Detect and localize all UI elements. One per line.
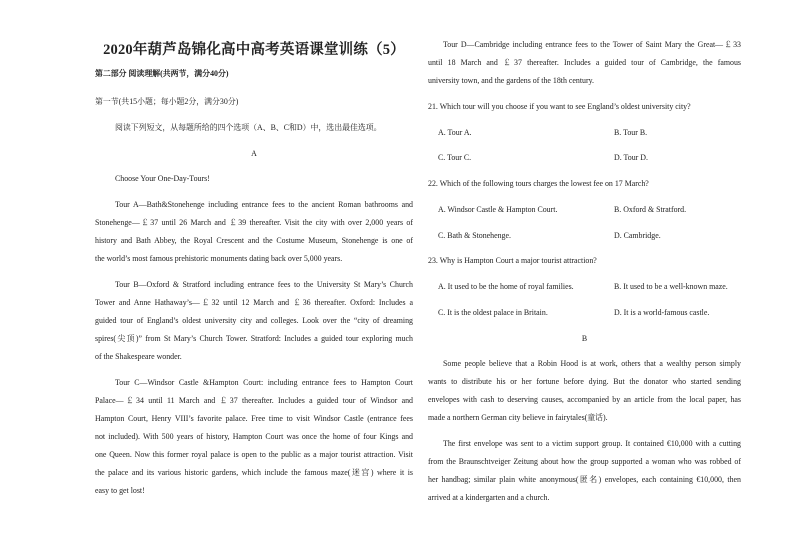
passage-b-line: envelopes with cash to deserving causes, accompanied by an article from the local paper, has	[428, 395, 741, 404]
tour-a-line: history and Bath Abbey, the Royal Crescent and the Costume Museum, Stonehenge is one of	[95, 236, 413, 245]
passage-b-line: from the Braunschtveiger Zeitung about how the group supported a woman who was robbed of	[428, 457, 741, 466]
question-21: 21. Which tour will you choose if you want to see England’s oldest university city?	[428, 102, 691, 111]
option-21-a: A. Tour A.	[438, 128, 472, 137]
passage-b-line: The first envelope was sent to a victim support group. It contained €10,000 with a cutting	[443, 439, 741, 448]
option-22-d: D. Cambridge.	[614, 231, 661, 240]
tour-c-line: Tour C—Windsor Castle &Hampton Court: including entrance fees to Hampton Court	[115, 378, 413, 387]
option-21-c: C. Tour C.	[438, 153, 472, 162]
option-22-c: C. Bath & Stonehenge.	[438, 231, 511, 240]
part-heading: 第二部分 阅读理解(共两节，满分40分)	[95, 69, 229, 78]
option-23-a: A. It used to be the home of royal families.	[438, 282, 574, 291]
tour-c-line: not included). With 500 years of history, Hampton Court was once the home of four Kings and	[95, 432, 413, 441]
option-21-d: D. Tour D.	[614, 153, 648, 162]
tour-c-line: one Queen. Now this former royal palace is open to the public as a major tourist attraction. Visit	[95, 450, 413, 459]
tour-b-line: Tower and Anne Hathaway’s—￡32 until 12 March and ￡36 thereafter. Oxford: Includes a	[95, 298, 413, 307]
tour-d-line: university town, and the gardens of the 18th century.	[428, 76, 595, 85]
instruction-text: 阅读下列短文，从每题所给的四个选项（A、B、C和D）中，选出最佳选项。	[115, 123, 382, 132]
tour-c-line: easy to get lost!	[95, 486, 145, 495]
passage-b-line: her handbag; similar plain white anonymous(匿名) envelopes, each containing €10,000, then	[428, 475, 741, 484]
passage-b-line: arrived at a kindergarten and a church.	[428, 493, 550, 502]
passage-b-line: Some people believe that a Robin Hood is at work, others that a wealthy person simply	[443, 359, 741, 368]
tour-d-line: until 18 March and ￡37 thereafter. Includes a guided tour of Cambridge, the famous	[428, 58, 741, 67]
tour-a-line: the world’s most famous prehistoric monuments dating back over 5,000 years.	[95, 254, 343, 263]
option-22-a: A. Windsor Castle & Hampton Court.	[438, 205, 558, 214]
tour-d-line: Tour D—Cambridge including entrance fees to the Tower of Saint Mary the Great—￡33	[443, 40, 741, 49]
passage-b-line: made a northern German city believe in fairytales(童话).	[428, 413, 608, 422]
passage-b-line: wants to distribute his or her fortune before dying. But the donator who started sending	[428, 377, 741, 386]
tour-c-line: the palace and its various historic gardens, which include the famous maze(迷宫) where it is	[95, 468, 413, 477]
tour-c-line: Palace—￡34 until 11 March and ￡37 thereafter. Includes a guided tour of Windsor and	[95, 396, 413, 405]
tour-b-line: spires(尖顶)” from St Mary’s Church Tower. Stratford: Includes a guided tour exploring much	[95, 334, 413, 343]
section-heading: 第一节(共15小题；每小题2分，满分30分)	[95, 97, 239, 106]
tour-b-line: guided tour of England’s oldest university city and colleges. Look over the “city of dreaming	[95, 316, 413, 325]
option-21-b: B. Tour B.	[614, 128, 648, 137]
passage-b-label: B	[581, 334, 588, 343]
tour-a-line: Tour A—Bath&Stonehenge including entrance fees to the ancient Roman bathrooms and	[115, 200, 413, 209]
question-22: 22. Which of the following tours charges the lowest fee on 17 March?	[428, 179, 649, 188]
option-23-c: C. It is the oldest palace in Britain.	[438, 308, 548, 317]
question-23: 23. Why is Hampton Court a major tourist attraction?	[428, 256, 597, 265]
tour-c-line: Hampton Court, Henry VIII’s favorite palace. Free time to visit Windsor Castle (entrance fees	[95, 414, 413, 423]
passage-a-title: Choose Your One-Day-Tours!	[115, 174, 210, 183]
passage-a-label: A	[251, 149, 257, 158]
option-22-b: B. Oxford & Stratford.	[614, 205, 687, 214]
tour-b-line: Tour B—Oxford & Stratford including entrance fees to the University St Mary’s Church	[115, 280, 413, 289]
tour-a-line: Stonehenge—￡37 until 26 March and ￡39 thereafter. Visit the city with over 2,000 years of	[95, 218, 413, 227]
option-23-d: D. It is a world-famous castle.	[614, 308, 710, 317]
option-23-b: B. It used to be a well-known maze.	[614, 282, 728, 291]
page-title: 2020年葫芦岛锦化高中高考英语课堂训练（5）	[103, 42, 405, 58]
tour-b-line: of the Shakespeare wonder.	[95, 352, 182, 361]
